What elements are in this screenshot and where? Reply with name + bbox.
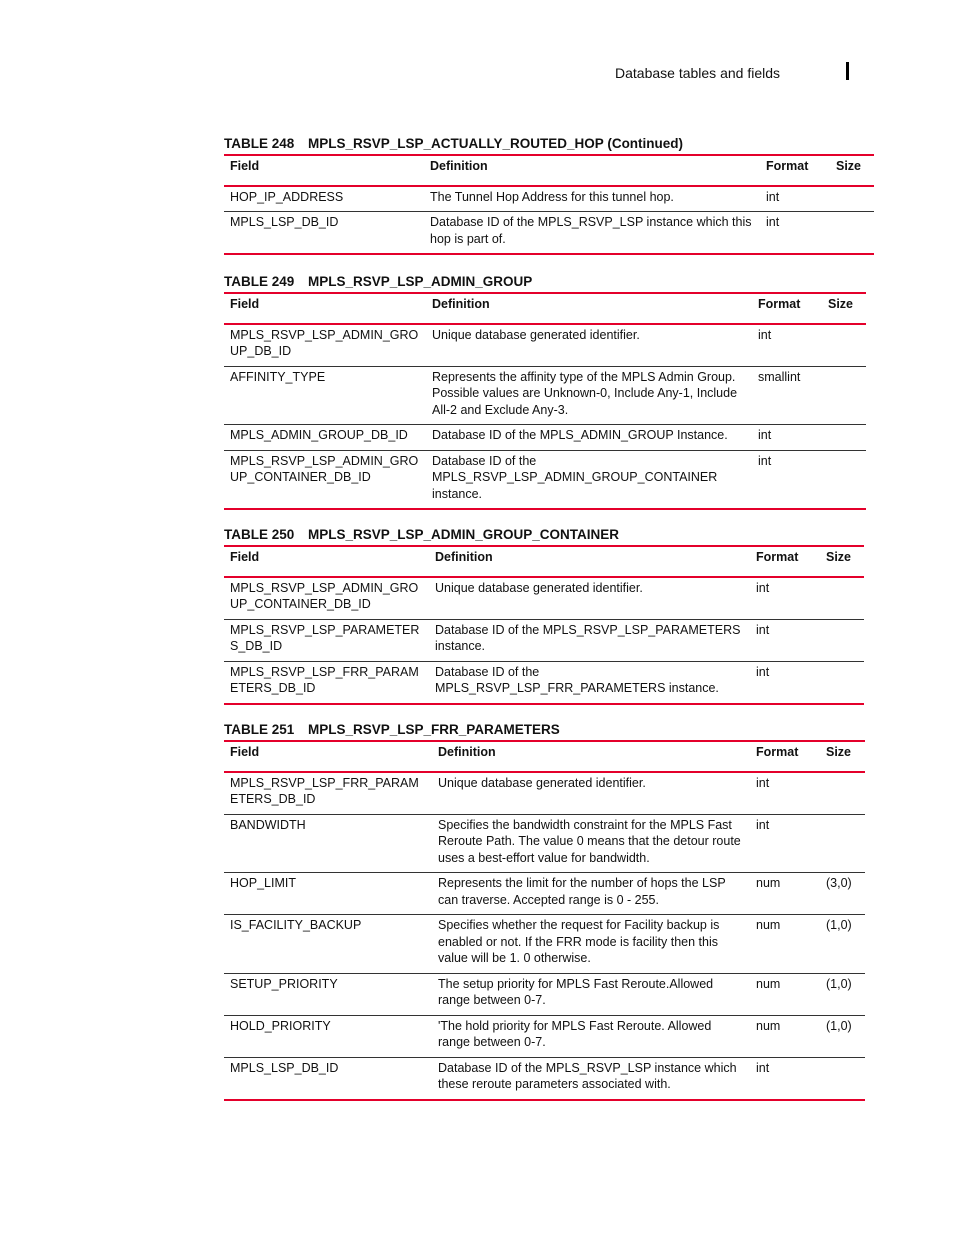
cell-format: smallint <box>752 366 822 425</box>
table-251 <box>224 720 865 1101</box>
cell-size <box>820 1057 865 1100</box>
cell-format: int <box>760 212 830 255</box>
cell-definition: Specifies whether the request for Facility backup is enabled or not. If the FRR mode is facility then this value will be 1. 0 otherwise. <box>432 915 750 974</box>
cell-size <box>820 619 864 661</box>
table-caption <box>224 134 874 154</box>
column-header-definition: Definition <box>429 546 750 577</box>
data-table <box>224 154 874 255</box>
cell-definition: The Tunnel Hop Address for this tunnel hop. <box>424 186 760 212</box>
cell-field: HOP_IP_ADDRESS <box>224 186 424 212</box>
cell-field: MPLS_RSVP_LSP_ADMIN_GROUP_CONTAINER_DB_ID <box>224 450 426 509</box>
data-table <box>224 292 866 510</box>
cell-format: int <box>750 619 820 661</box>
cell-size <box>822 450 866 509</box>
column-header-format: Format <box>750 741 820 772</box>
cell-size: (1,0) <box>820 915 865 974</box>
table-row <box>224 186 874 212</box>
table-row <box>224 324 866 367</box>
column-header-size: Size <box>820 741 865 772</box>
cell-format: int <box>750 577 820 620</box>
column-header-definition: Definition <box>426 293 752 324</box>
column-header-definition: Definition <box>432 741 750 772</box>
table-row <box>224 973 865 1015</box>
column-header-field: Field <box>224 293 426 324</box>
cell-definition: The setup priority for MPLS Fast Reroute.Allowed range between 0-7. <box>432 973 750 1015</box>
cell-size <box>830 186 874 212</box>
cell-format: int <box>752 425 822 451</box>
cell-format: int <box>750 661 820 704</box>
table-number: TABLE 248 <box>224 136 295 151</box>
table-title: MPLS_RSVP_LSP_ADMIN_GROUP_CONTAINER <box>308 527 620 542</box>
table-row <box>224 450 866 509</box>
cell-format: num <box>750 1015 820 1057</box>
column-header-size: Size <box>822 293 866 324</box>
cell-format: int <box>760 186 830 212</box>
table-row <box>224 1057 865 1100</box>
cell-format: int <box>750 772 820 815</box>
table-row <box>224 814 865 873</box>
cell-definition: Database ID of the MPLS_RSVP_LSP_PARAMETERS instance. <box>429 619 750 661</box>
cell-format: int <box>750 814 820 873</box>
cell-definition: 'The hold priority for MPLS Fast Reroute. Allowed range between 0-7. <box>432 1015 750 1057</box>
running-head-bar <box>846 62 849 80</box>
table-header-row <box>224 293 866 324</box>
table-row <box>224 915 865 974</box>
table-header-row <box>224 546 864 577</box>
cell-field: HOP_LIMIT <box>224 873 432 915</box>
table-number: TABLE 251 <box>224 722 295 737</box>
cell-definition: Represents the limit for the number of hops the LSP can traverse. Accepted range is 0 - 255. <box>432 873 750 915</box>
table-title: MPLS_RSVP_LSP_FRR_PARAMETERS <box>308 722 560 737</box>
cell-size <box>820 772 865 815</box>
table-249 <box>224 272 866 510</box>
table-row <box>224 577 864 620</box>
cell-size <box>820 661 864 704</box>
cell-field: MPLS_LSP_DB_ID <box>224 1057 432 1100</box>
cell-definition: Unique database generated identifier. <box>432 772 750 815</box>
cell-format: int <box>750 1057 820 1100</box>
cell-field: BANDWIDTH <box>224 814 432 873</box>
cell-format: int <box>752 324 822 367</box>
table-title: MPLS_RSVP_LSP_ADMIN_GROUP <box>308 274 533 289</box>
table-number: TABLE 249 <box>224 274 295 289</box>
cell-size: (3,0) <box>820 873 865 915</box>
table-row <box>224 772 865 815</box>
table-caption <box>224 525 864 545</box>
cell-format: num <box>750 973 820 1015</box>
cell-format: num <box>750 873 820 915</box>
cell-size <box>822 324 866 367</box>
cell-field: IS_FACILITY_BACKUP <box>224 915 432 974</box>
cell-format: int <box>752 450 822 509</box>
table-row <box>224 425 866 451</box>
running-head: Database tables and fields <box>615 65 780 81</box>
cell-definition: Unique database generated identifier. <box>426 324 752 367</box>
cell-size <box>822 425 866 451</box>
data-table <box>224 740 865 1101</box>
cell-definition: Database ID of the MPLS_RSVP_LSP instance which this hop is part of. <box>424 212 760 255</box>
data-table <box>224 545 864 705</box>
table-250 <box>224 525 864 705</box>
cell-size: (1,0) <box>820 1015 865 1057</box>
cell-format: num <box>750 915 820 974</box>
table-header-row <box>224 741 865 772</box>
cell-definition: Database ID of the MPLS_RSVP_LSP_FRR_PARAMETERS instance. <box>429 661 750 704</box>
column-header-format: Format <box>760 155 830 186</box>
cell-definition: Database ID of the MPLS_ADMIN_GROUP Instance. <box>426 425 752 451</box>
cell-field: MPLS_RSVP_LSP_FRR_PARAMETERS_DB_ID <box>224 661 429 704</box>
column-header-size: Size <box>830 155 874 186</box>
table-row <box>224 873 865 915</box>
table-row <box>224 366 866 425</box>
column-header-field: Field <box>224 741 432 772</box>
cell-definition: Unique database generated identifier. <box>429 577 750 620</box>
cell-field: MPLS_RSVP_LSP_ADMIN_GROUP_DB_ID <box>224 324 426 367</box>
cell-field: SETUP_PRIORITY <box>224 973 432 1015</box>
cell-size <box>820 814 865 873</box>
cell-field: AFFINITY_TYPE <box>224 366 426 425</box>
column-header-field: Field <box>224 546 429 577</box>
table-title: MPLS_RSVP_LSP_ACTUALLY_ROUTED_HOP (Continued) <box>308 136 684 151</box>
cell-size: (1,0) <box>820 973 865 1015</box>
table-248 <box>224 134 874 255</box>
cell-size <box>822 366 866 425</box>
cell-size <box>820 577 864 620</box>
cell-definition: Database ID of the MPLS_RSVP_LSP instance which these reroute parameters associated with. <box>432 1057 750 1100</box>
column-header-definition: Definition <box>424 155 760 186</box>
table-number: TABLE 250 <box>224 527 295 542</box>
cell-size <box>830 212 874 255</box>
cell-field: MPLS_ADMIN_GROUP_DB_ID <box>224 425 426 451</box>
table-row <box>224 661 864 704</box>
table-caption <box>224 720 865 740</box>
column-header-size: Size <box>820 546 864 577</box>
column-header-format: Format <box>752 293 822 324</box>
table-row <box>224 1015 865 1057</box>
cell-definition: Represents the affinity type of the MPLS Admin Group. Possible values are Unknown-0, Include Any-1, Include All-2 and Exclude Any-3. <box>426 366 752 425</box>
column-header-field: Field <box>224 155 424 186</box>
table-row <box>224 212 874 255</box>
cell-field: HOLD_PRIORITY <box>224 1015 432 1057</box>
column-header-format: Format <box>750 546 820 577</box>
table-header-row <box>224 155 874 186</box>
cell-field: MPLS_RSVP_LSP_FRR_PARAMETERS_DB_ID <box>224 772 432 815</box>
cell-field: MPLS_RSVP_LSP_PARAMETERS_DB_ID <box>224 619 429 661</box>
cell-definition: Database ID of the MPLS_RSVP_LSP_ADMIN_GROUP_CONTAINER instance. <box>426 450 752 509</box>
table-row <box>224 619 864 661</box>
cell-definition: Specifies the bandwidth constraint for the MPLS Fast Reroute Path. The value 0 means that the detour route uses a best-effort value for bandwidth. <box>432 814 750 873</box>
cell-field: MPLS_RSVP_LSP_ADMIN_GROUP_CONTAINER_DB_ID <box>224 577 429 620</box>
table-caption <box>224 272 866 292</box>
cell-field: MPLS_LSP_DB_ID <box>224 212 424 255</box>
